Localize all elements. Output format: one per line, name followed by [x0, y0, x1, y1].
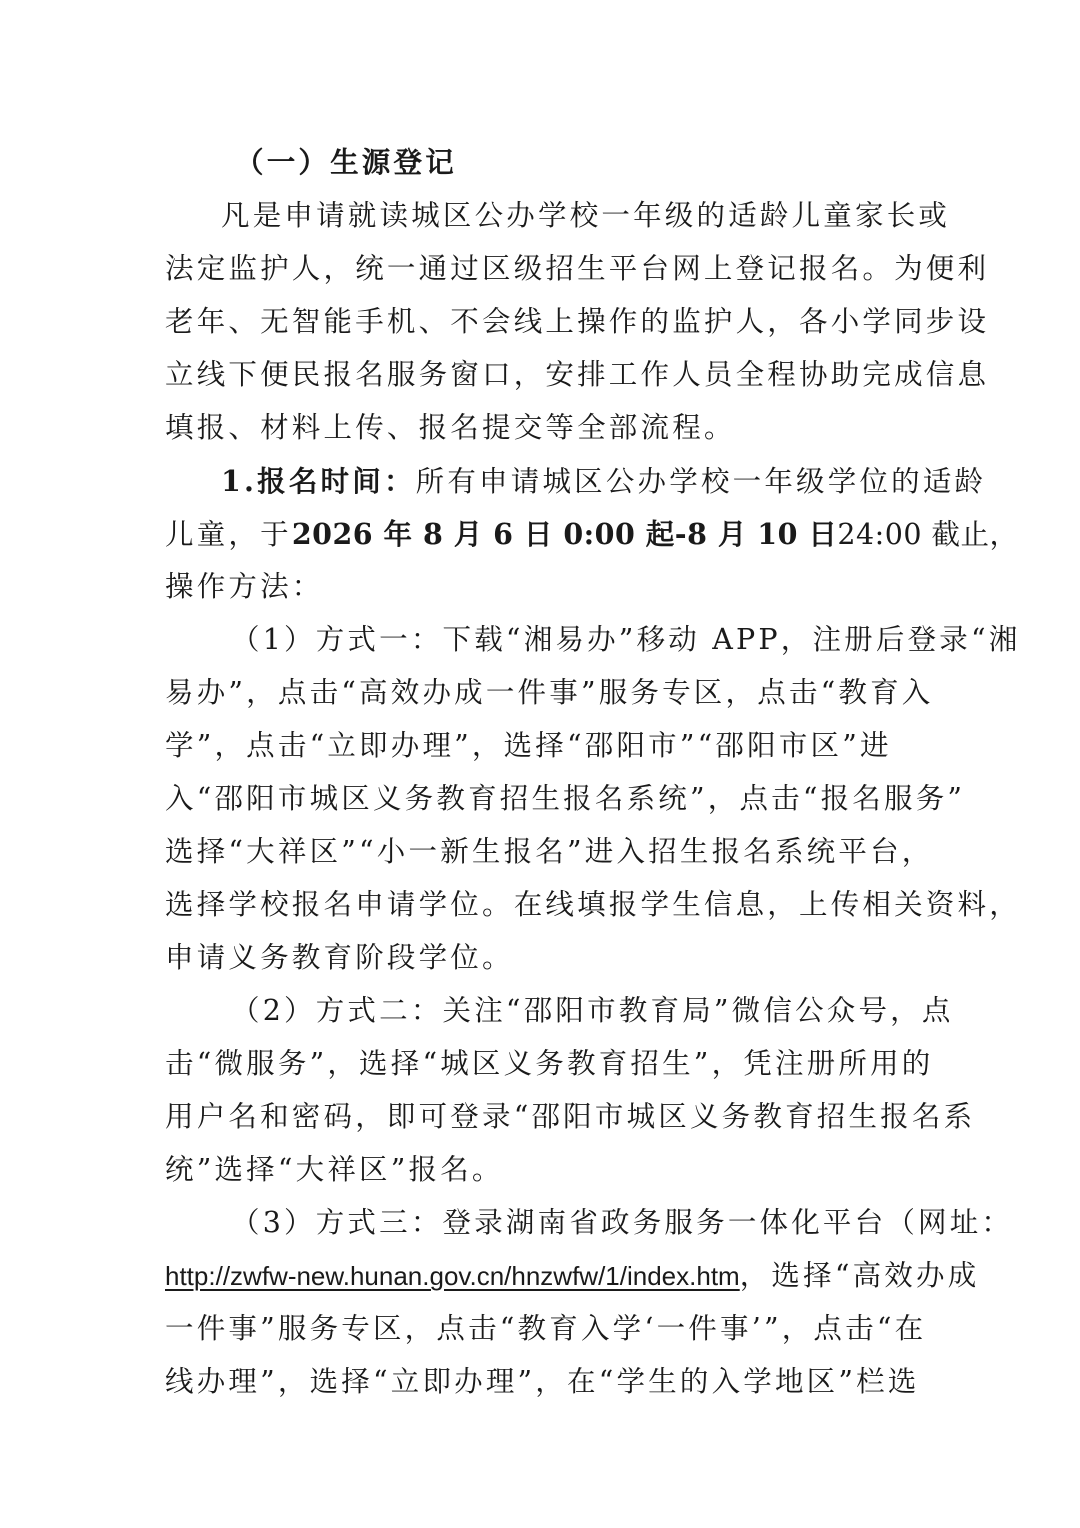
method-three-line-1: （3）方式三：登录湖南省政务服务一体化平台（网址：	[231, 1206, 1014, 1239]
registration-time-text: 所有申请城区公办学校一年级学位的适龄	[415, 465, 987, 498]
method-one-line-7: 申请义务教育阶段学位。	[165, 941, 514, 974]
method-three-line-3: 一件事”服务专区，点击“教育入学‘一件事’”，点击“在	[165, 1312, 927, 1345]
intro-line-1: 凡是申请就读城区公办学校一年级的适龄儿童家长或	[221, 199, 951, 232]
registration-time-deadline: 24:00 截止，	[837, 518, 1019, 551]
method-two-line-3: 用户名和密码，即可登录“邵阳市城区义务教育招生报名系	[165, 1100, 976, 1133]
method-one-line-6: 选择学校报名申请学位。在线填报学生信息，上传相关资料，	[165, 888, 1021, 921]
intro-line-5: 填报、材料上传、报名提交等全部流程。	[165, 411, 736, 444]
registration-time-range: 2026 年 8 月 6 日 0:00 起-8 月 10 日	[291, 517, 838, 551]
method-one-line-3: 学”，点击“立即办理”，选择“邵阳市”“邵阳市区”进	[165, 729, 892, 762]
intro-line-2: 法定监护人，统一通过区级招生平台网上登记报名。为便利	[165, 252, 990, 285]
method-two-line-2: 击“微服务”，选择“城区义务教育招生”，凭注册所用的	[165, 1047, 934, 1080]
registration-time-line-2	[165, 514, 1019, 555]
method-one-line-2: 易办”，点击“高效办成一件事”服务专区，点击“教育入	[165, 676, 934, 709]
method-three-line-2	[165, 1256, 979, 1296]
registration-time-line-1	[221, 461, 986, 502]
intro-line-3: 老年、无智能手机、不会线上操作的监护人，各小学同步设	[165, 305, 990, 338]
method-three-line-4: 线办理”，选择“立即办理”，在“学生的入学地区”栏选	[165, 1365, 920, 1398]
method-one-line-1: （1）方式一：下载“湘易办”移动 APP，注册后登录“湘	[231, 623, 1021, 656]
registration-time-label: 1.报名时间：	[221, 464, 416, 498]
intro-line-4: 立线下便民报名服务窗口，安排工作人员全程协助完成信息	[165, 358, 990, 391]
method-one-line-5: 选择“大祥区”“小一新生报名”进入招生报名系统平台，	[165, 835, 934, 868]
method-three-line-2-text: ，选择“高效办成	[739, 1259, 980, 1292]
section-heading: （一）生源登记	[235, 145, 457, 179]
registration-time-line-3: 操作方法：	[165, 570, 324, 603]
registration-time-prefix: 儿童，于	[165, 518, 292, 551]
platform-url-link[interactable]: http://zwfw-new.hunan.gov.cn/hnzwfw/1/index.htm	[165, 1261, 740, 1291]
method-two-line-4: 统”选择“大祥区”报名。	[165, 1153, 504, 1186]
method-two-line-1: （2）方式二：关注“邵阳市教育局”微信公众号，点	[231, 994, 954, 1027]
method-one-line-4: 入“邵阳市城区义务教育招生报名系统”，点击“报名服务”	[165, 782, 966, 815]
